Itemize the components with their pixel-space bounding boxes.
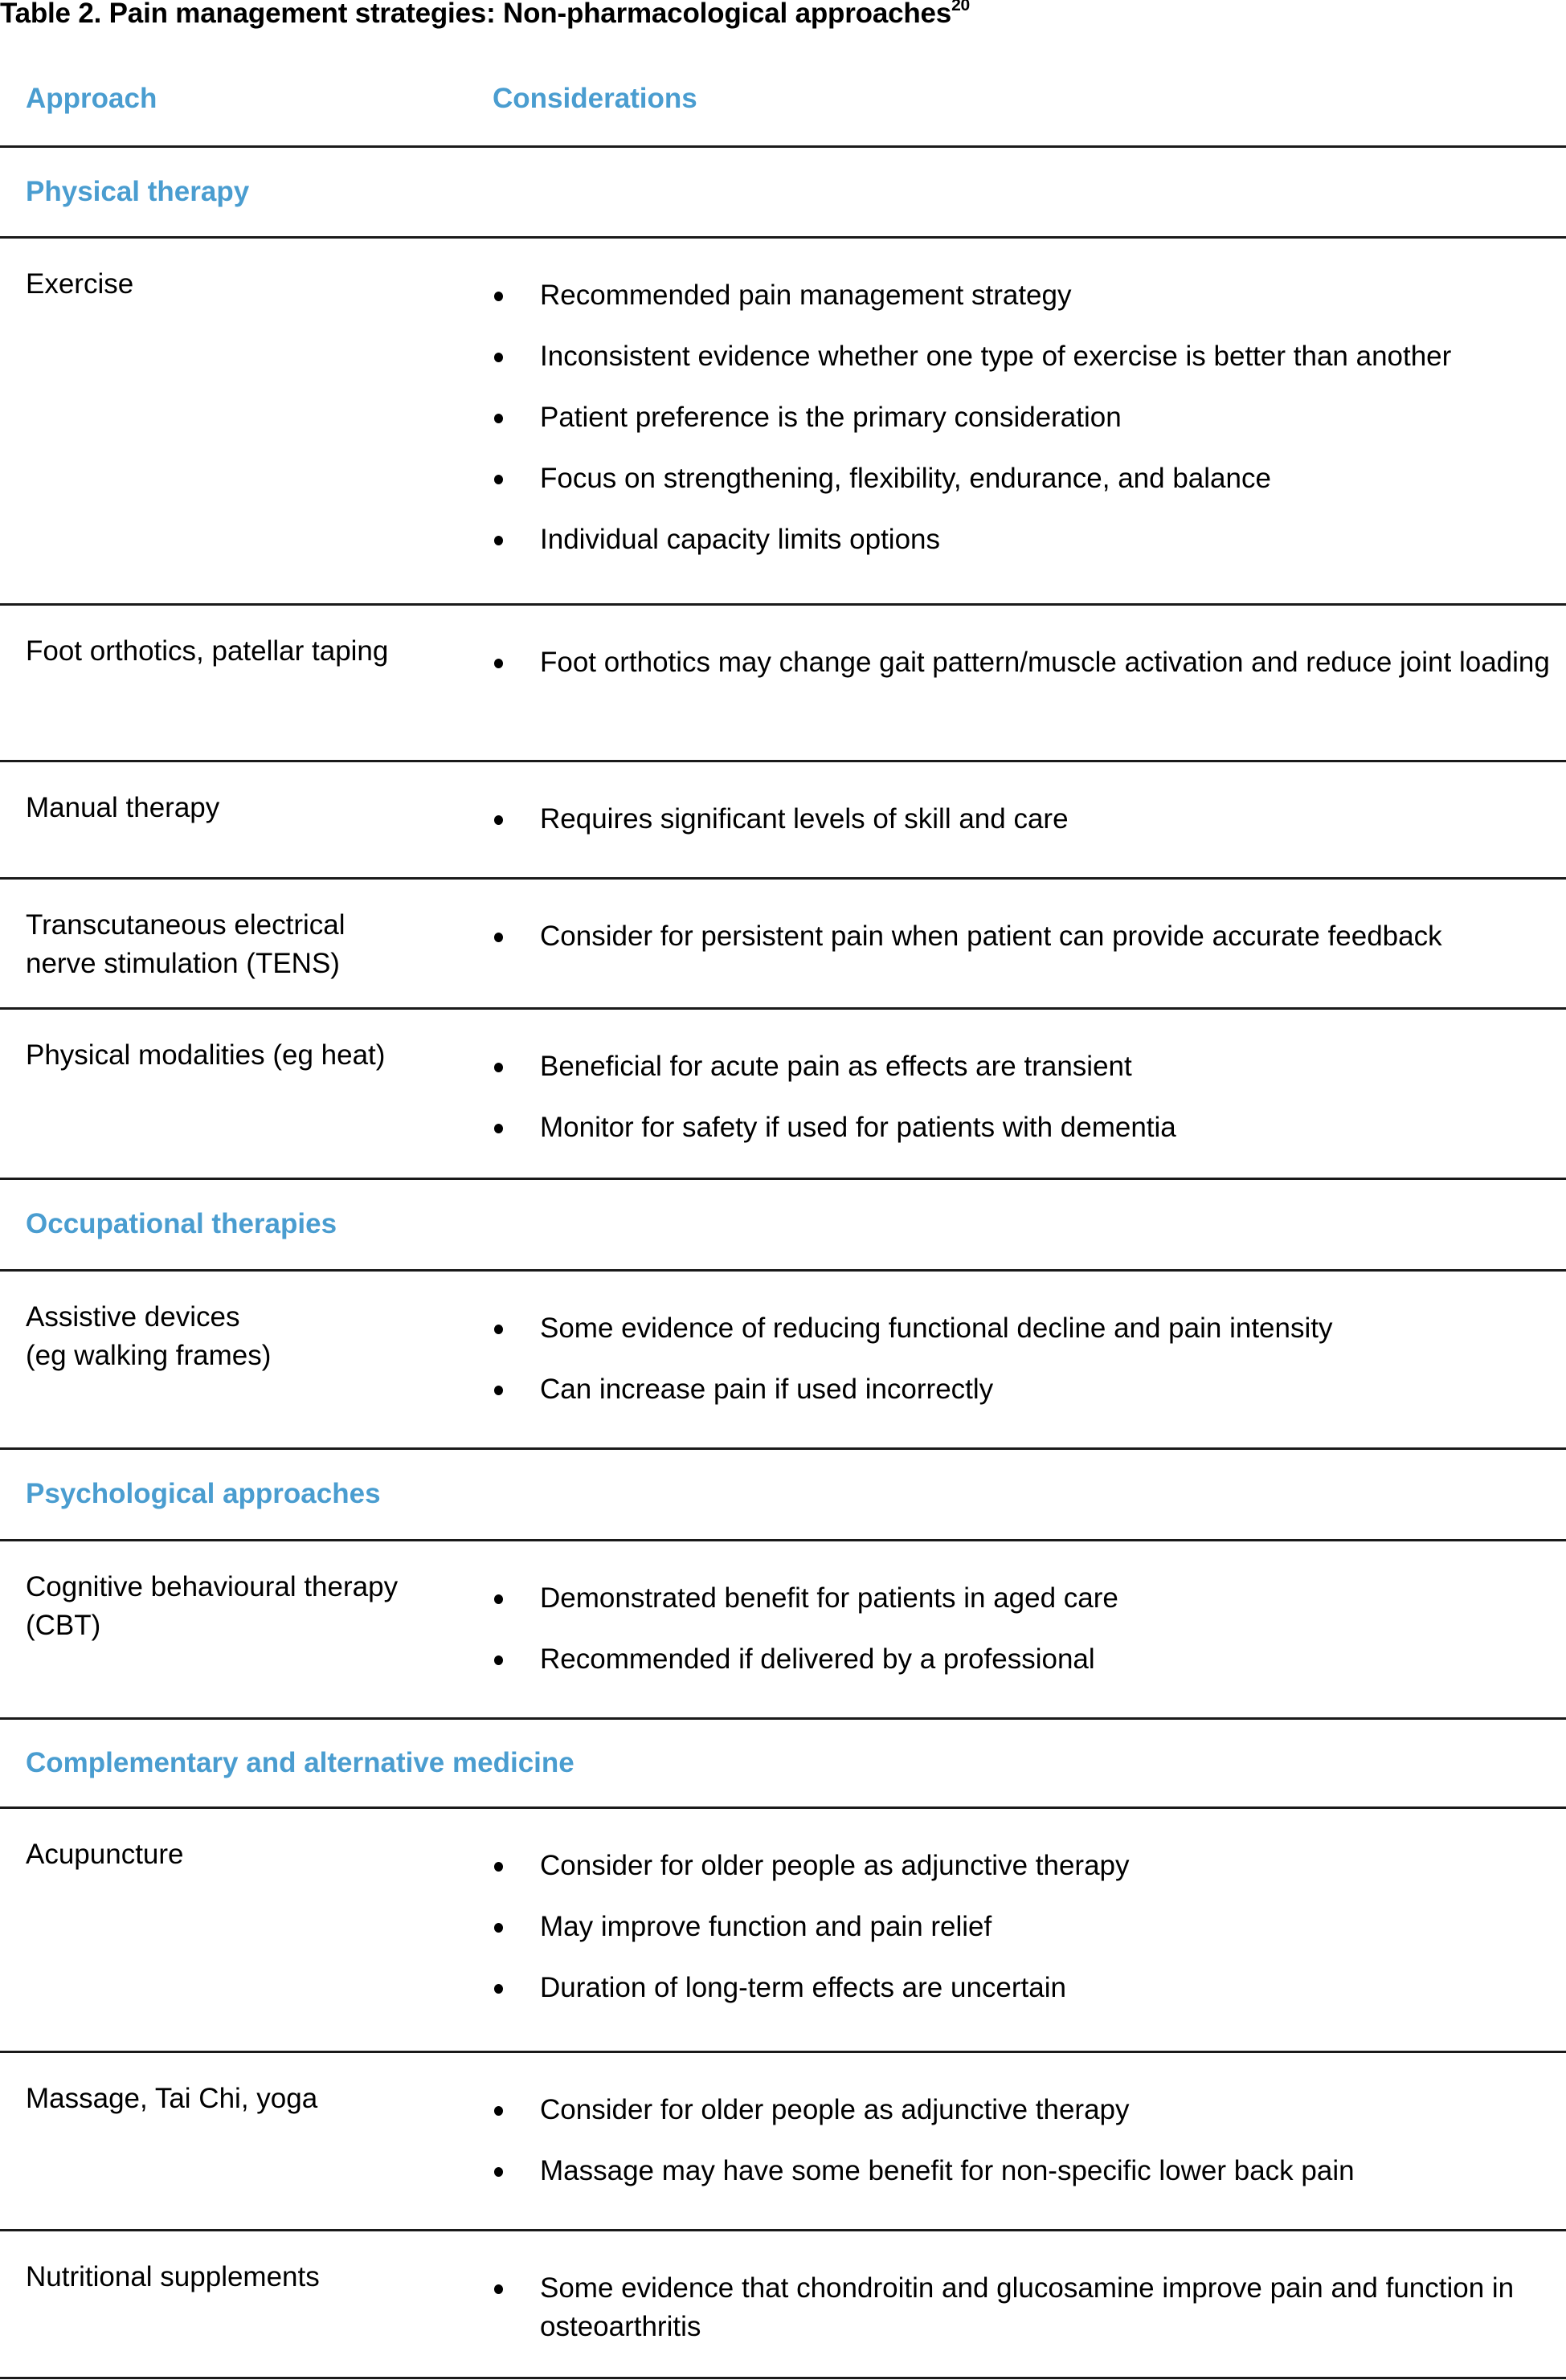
category-row (0, 1718, 1566, 1807)
consideration-text: Massage may have some benefit for non-specific lower back pain (540, 2155, 1355, 2186)
approach-cell: Massage, Tai Chi, yoga (26, 2083, 318, 2114)
table-row (0, 1540, 1566, 1718)
approach-cell: Foot orthotics, patellar taping (26, 635, 389, 667)
consideration-item (487, 1108, 1550, 1147)
column-header-considerations: Considerations (493, 83, 697, 114)
consideration-item (487, 1969, 1550, 2007)
consideration-text: Consider for older people as adjunctive therapy (540, 1850, 1130, 1881)
consideration-text: Consider for persistent pain when patient can provide accurate feedback (540, 921, 1442, 952)
consideration-item (487, 1047, 1550, 1086)
consideration-item (487, 337, 1550, 376)
consideration-text: Some evidence of reducing functional decline and pain intensity (540, 1312, 1333, 1344)
table-row (0, 1008, 1566, 1178)
bullet-icon (494, 1655, 503, 1665)
bullet-icon (494, 1862, 503, 1872)
consideration-text: Individual capacity limits options (540, 524, 941, 555)
consideration-item (487, 1370, 1550, 1409)
consideration-text: Duration of long-term effects are uncertain (540, 1972, 1066, 2003)
table-title-text: Table 2. Pain management strategies: Non-pharmacological approaches (0, 0, 952, 29)
consideration-text: Demonstrated benefit for patients in aged care (540, 1582, 1118, 1614)
approach-cell: Cognitive behavioural therapy (CBT) (26, 1571, 399, 1641)
consideration-item (487, 1309, 1550, 1348)
approach-cell: Acupuncture (26, 1839, 184, 1870)
consideration-text: Consider for older people as adjunctive therapy (540, 2094, 1130, 2125)
category-row (0, 1448, 1566, 1540)
category-label: Occupational therapies (26, 1208, 337, 1239)
category-label: Psychological approaches (26, 1478, 381, 1509)
consideration-text: Focus on strengthening, flexibility, endurance, and balance (540, 463, 1271, 494)
consideration-item (487, 1579, 1550, 1618)
approach-cell: Manual therapy (26, 792, 220, 823)
table-row (0, 1270, 1566, 1448)
bullet-icon (494, 1386, 503, 1395)
consideration-text: Can increase pain if used incorrectly (540, 1374, 994, 1405)
consideration-item (487, 459, 1550, 498)
consideration-text: Some evidence that chondroitin and glucosamine improve pain and function in osteoarthritis (540, 2272, 1515, 2342)
consideration-item (487, 643, 1550, 682)
consideration-text: May improve function and pain relief (540, 1911, 992, 1942)
bullet-icon (494, 1325, 503, 1334)
column-header-approach: Approach (26, 83, 157, 114)
considerations-list (487, 276, 1550, 559)
bullet-icon (494, 1594, 503, 1604)
consideration-item (487, 2152, 1550, 2190)
table-row (0, 2230, 1566, 2378)
reference-superscript: 20 (951, 0, 971, 15)
bullet-icon (494, 2167, 503, 2177)
consideration-item (487, 276, 1550, 315)
consideration-text: Beneficial for acute pain as effects are transient (540, 1051, 1132, 1082)
table-row (0, 604, 1566, 761)
row-rule (0, 2377, 1566, 2379)
considerations-list (487, 2269, 1550, 2346)
bullet-icon (494, 1984, 503, 1994)
table-row (0, 1807, 1566, 2051)
bullet-icon (494, 2106, 503, 2116)
table-row (0, 761, 1566, 878)
considerations-list (487, 1047, 1550, 1147)
consideration-text: Requires significant levels of skill and care (540, 803, 1069, 835)
considerations-list (487, 1847, 1550, 2007)
bullet-icon (494, 292, 503, 301)
bullet-icon (494, 475, 503, 484)
approach-cell: Assistive devices (eg walking frames) (26, 1301, 272, 1371)
bullet-icon (494, 1063, 503, 1072)
bullet-icon (494, 1923, 503, 1933)
bullet-icon (494, 353, 503, 362)
consideration-item (487, 2091, 1550, 2129)
consideration-item (487, 1908, 1550, 1946)
category-row (0, 1178, 1566, 1270)
consideration-text: Foot orthotics may change gait pattern/muscle activation and reduce joint loading (540, 647, 1550, 678)
considerations-list (487, 917, 1550, 956)
consideration-text: Inconsistent evidence whether one type of exercise is better than another (540, 341, 1452, 372)
approach-cell: Physical modalities (eg heat) (26, 1039, 386, 1071)
consideration-item (487, 520, 1550, 559)
bullet-icon (494, 536, 503, 545)
considerations-list (487, 2091, 1550, 2190)
table-row (0, 878, 1566, 1008)
considerations-list (487, 643, 1550, 682)
table-row (0, 237, 1566, 604)
considerations-list (487, 1309, 1550, 1409)
table-row (0, 2051, 1566, 2230)
consideration-text: Recommended if delivered by a professional (540, 1643, 1095, 1675)
bullet-icon (494, 815, 503, 825)
consideration-text: Patient preference is the primary consideration (540, 402, 1122, 433)
consideration-item (487, 2269, 1550, 2346)
bullet-icon (494, 414, 503, 423)
bullet-icon (494, 659, 503, 668)
consideration-item (487, 1640, 1550, 1679)
bullet-icon (494, 933, 503, 942)
approach-cell: Exercise (26, 268, 134, 300)
consideration-item (487, 917, 1550, 956)
bullet-icon (494, 1124, 503, 1133)
category-label: Complementary and alternative medicine (26, 1747, 574, 1778)
considerations-list (487, 800, 1550, 839)
consideration-text: Monitor for safety if used for patients with dementia (540, 1112, 1176, 1143)
category-row (0, 146, 1566, 237)
category-label: Physical therapy (26, 176, 250, 207)
bullet-icon (494, 2284, 503, 2294)
approach-cell: Transcutaneous electrical nerve stimulation (TENS) (26, 909, 346, 979)
considerations-list (487, 1579, 1550, 1679)
consideration-text: Recommended pain management strategy (540, 280, 1072, 311)
table-title (0, 0, 970, 33)
consideration-item (487, 1847, 1550, 1885)
consideration-item (487, 800, 1550, 839)
consideration-item (487, 398, 1550, 437)
approach-cell: Nutritional supplements (26, 2261, 320, 2292)
